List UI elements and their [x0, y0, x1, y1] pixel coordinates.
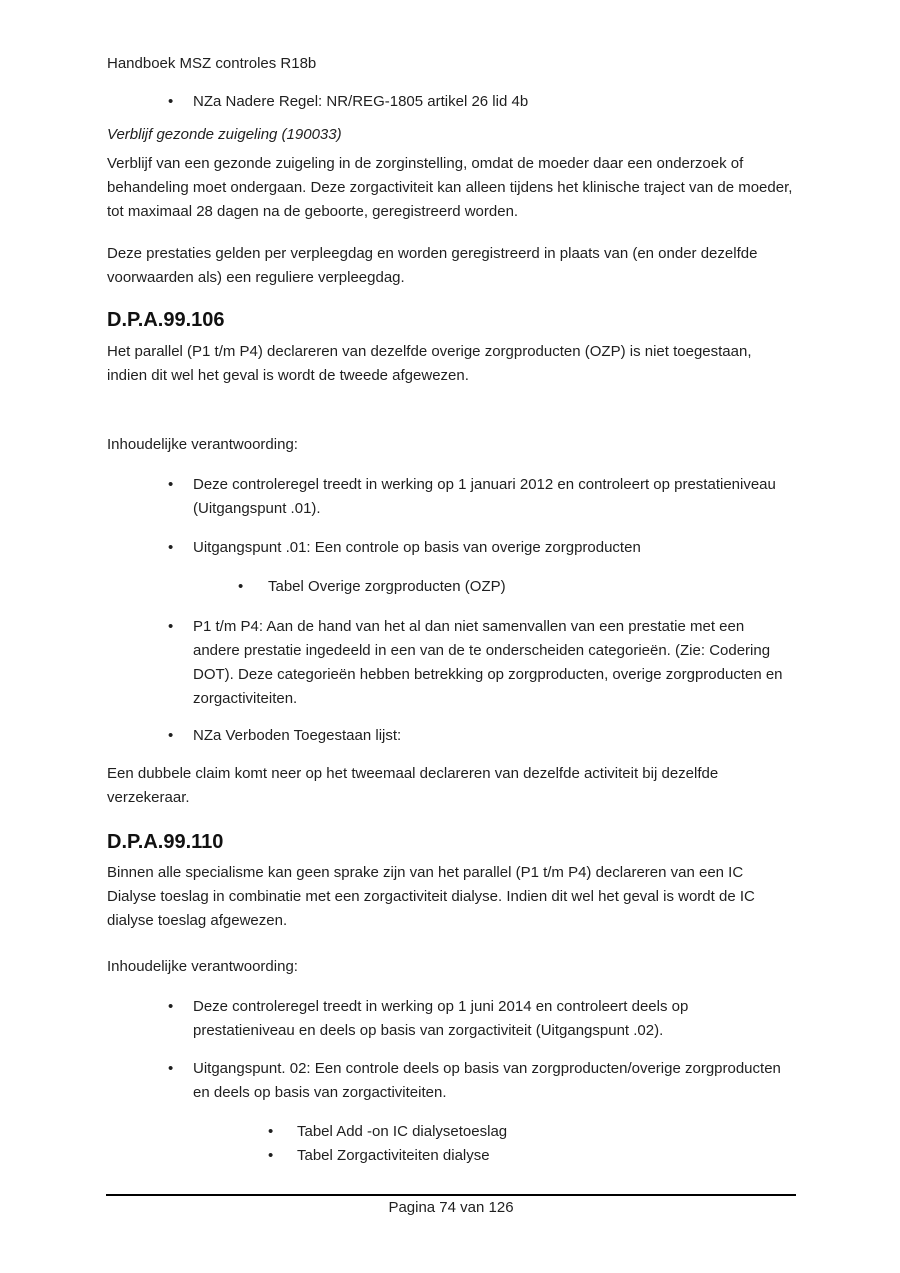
list-item-text: Uitgangspunt .01: Een controle op basis van overige zorgproducten	[193, 539, 641, 556]
list-item-text: Deze controleregel treedt in werking op 1 januari 2012 en controleert op prestatieniveau (Uitgangspunt .01).	[193, 476, 776, 517]
list-item-text: Tabel Zorgactiviteiten dialyse	[297, 1147, 490, 1164]
verantwoording-label: Inhoudelijke verantwoording:	[107, 958, 298, 975]
paragraph: Verblijf van een gezonde zuigeling in de zorginstelling, omdat de moeder daar een onderzoek of behandeling moet ondergaan. Deze zorgactiviteit kan alleen tijdens het klinische traject van de moeder, tot maximaal 28 dagen na de geboorte, geregistreerd worden.	[107, 155, 793, 220]
section-heading: D.P.A.99.106	[107, 309, 225, 331]
bullet-icon: •	[168, 476, 174, 493]
list-item	[107, 473, 793, 521]
paragraph: Binnen alle specialisme kan geen sprake zijn van het parallel (P1 t/m P4) declareren van een IC Dialyse toeslag in combinatie met een zorgactiviteit dialyse. Indien dit wel het geval is wordt de IC dialyse toeslag afgewezen.	[107, 864, 755, 929]
list-item-text: NZa Nadere Regel: NR/REG-1805 artikel 26 lid 4b	[193, 93, 529, 110]
bullet-icon: •	[168, 93, 174, 110]
subsection-title: Verblijf gezonde zuigeling (190033)	[107, 126, 342, 143]
bullet-icon: •	[168, 618, 174, 635]
bullet-icon: •	[268, 1147, 274, 1164]
paragraph: Het parallel (P1 t/m P4) declareren van dezelfde overige zorgproducten (OZP) is niet toegestaan, indien dit wel het geval is wordt de tweede afgewezen.	[107, 343, 752, 384]
paragraph: Deze prestaties gelden per verpleegdag en worden geregistreerd in plaats van (en onder dezelfde voorwaarden als) een reguliere verpleegdag.	[107, 245, 758, 286]
list-item	[107, 1120, 793, 1144]
document-header-title: Handboek MSZ controles R18b	[107, 55, 317, 72]
list-item	[107, 995, 793, 1043]
list-item-text: P1 t/m P4: Aan de hand van het al dan niet samenvallen van een prestatie met een andere prestatie ingedeeld in een van de te onderscheiden categorieën. (Zie: Codering DOT). Deze categorieën hebben betrekking op zorgproducten, overige zorgproducten en zorgactiviteiten.	[193, 618, 783, 707]
list-item	[107, 724, 793, 748]
list-item	[107, 1057, 793, 1105]
list-item-text: NZa Verboden Toegestaan lijst:	[193, 727, 402, 744]
list-item	[107, 1144, 793, 1168]
bullet-icon: •	[168, 998, 174, 1015]
list-item-text: Tabel Add -on IC dialysetoeslag	[297, 1123, 508, 1140]
list-item-text: Tabel Overige zorgproducten (OZP)	[268, 578, 506, 595]
bullet-icon: •	[268, 1123, 274, 1140]
list-item	[107, 615, 793, 711]
verantwoording-label: Inhoudelijke verantwoording:	[107, 436, 298, 453]
bullet-icon: •	[168, 727, 174, 744]
bullet-icon: •	[238, 578, 244, 595]
bullet-icon: •	[168, 1060, 174, 1077]
paragraph: Een dubbele claim komt neer op het tweemaal declareren van dezelfde activiteit bij dezelfde verzekeraar.	[107, 765, 719, 806]
page-footer	[106, 1194, 796, 1218]
list-item-text: Uitgangspunt. 02: Een controle deels op basis van zorgproducten/overige zorgproducten en deels op basis van zorgactiviteiten.	[193, 1060, 781, 1101]
bullet-icon: •	[168, 539, 174, 556]
section-heading: D.P.A.99.110	[107, 831, 224, 853]
list-item-text: Deze controleregel treedt in werking op 1 juni 2014 en controleert deels op prestatieniveau en deels op basis van zorgactiviteit (Uitgangspunt .02).	[193, 998, 689, 1039]
list-item	[107, 90, 793, 114]
list-item	[107, 575, 793, 599]
list-item	[107, 536, 793, 560]
page-number: Pagina 74 van 126	[388, 1199, 514, 1216]
